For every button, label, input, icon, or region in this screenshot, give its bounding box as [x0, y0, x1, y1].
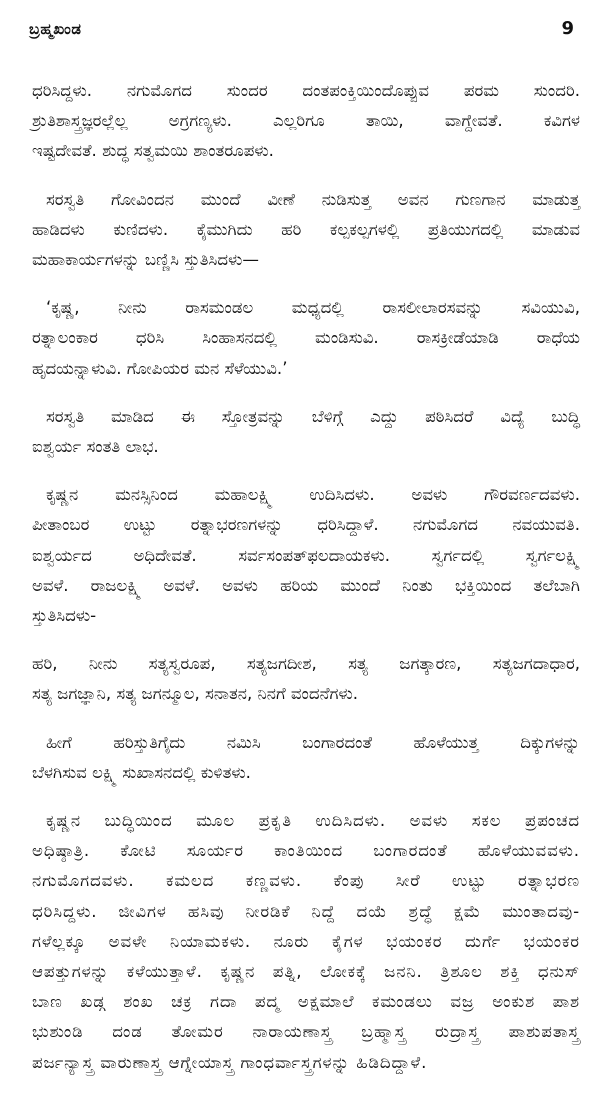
- text-line: ಅಧಿಷ್ಠಾತ್ರಿ. ಕೋಟಿ ಸೂರ್ಯರ ಕಾಂತಿಯಿಂದ ಬಂಗಾರದಂತೆ ಹೊಳೆಯುವವಳು.: [32, 841, 580, 861]
- paragraph: [32, 728, 580, 788]
- text-line: ಹೃದಯನ್ನಾಳುವಿ. ಗೋಪಿಯರ ಮನ ಸೆಳೆಯುವಿ.’: [32, 358, 288, 378]
- text-line: ಸರಸ್ವತಿ ಗೋವಿಂದನ ಮುಂದೆ ವೀಣೆ ನುಡಿಸುತ್ತ ಅವನ ಗುಣಗಾನ ಮಾಡುತ್ತ: [46, 189, 580, 209]
- paragraph: [32, 185, 580, 276]
- text-line: ಅವಳೆ. ರಾಜಲಕ್ಷ್ಮಿ ಅವಳೆ. ಅವಳು ಹರಿಯ ಮುಂದೆ ನಿಂತು ಭಕ್ತಿಯಿಂದ ತಲೆಬಾಗಿ: [32, 575, 580, 595]
- text-line: ಭುಶುಂಡಿ ದಂಡ ತೋಮರ ನಾರಾಯಣಾಸ್ತ್ರ ಬ್ರಹ್ಮಾಸ್ತ್ರ ರುದ್ರಾಸ್ತ್ರ ಪಾಶುಪತಾಸ್ತ್ರ: [32, 1022, 580, 1042]
- running-head: ಬ್ರಹ್ಮಖಂಡ: [29, 20, 82, 38]
- paragraph: [32, 806, 580, 1078]
- text-line: ಸತ್ಯ ಜಗಜ್ಞಾನಿ, ಸತ್ಯ ಜಗನ್ಮೂಲ, ಸನಾತನ, ನಿನಗೆ ವಂದನೆಗಳು.: [32, 684, 359, 704]
- page-header: [29, 20, 574, 48]
- paragraph: [32, 480, 580, 631]
- text-line: ಸರಸ್ವತಿ ಮಾಡಿದ ಈ ಸ್ತೋತ್ರವನ್ನು ಬೆಳಿಗ್ಗೆ ಎದ್ದು ಪಠಿಸಿದರೆ ವಿದ್ಯೆ ಬುದ್ಧಿ: [46, 406, 580, 426]
- text-line: ರತ್ನಾಲಂಕಾರ ಧರಿಸಿ ಸಿಂಹಾಸನದಲ್ಲಿ ಮಂಡಿಸುವಿ. ರಾಸಕ್ರೀಡೆಯಾಡಿ ರಾಧೆಯ: [32, 328, 580, 348]
- text-line: ಐಶ್ವರ್ಯದ ಅಧಿದೇವತೆ. ಸರ್ವಸಂಪತ್‌ಫಲದಾಯಕಳು. ಸ್ವರ್ಗದಲ್ಲಿ ಸ್ವರ್ಗಲಕ್ಷ್ಮಿ: [32, 545, 580, 565]
- text-line: ಶ್ರುತಿಶಾಸ್ತ್ರಜ್ಞರಲ್ಲೆಲ್ಲ ಅಗ್ರಗಣ್ಯಳು. ಎಲ್ಲರಿಗೂ ತಾಯಿ, ವಾಗ್ದೇವತೆ. ಕವಿಗಳ: [32, 111, 580, 131]
- paragraph: [32, 649, 580, 709]
- paragraph: [32, 402, 580, 462]
- text-line: ಇಷ್ಟದೇವತೆ. ಶುದ್ಧ ಸತ್ವಮಯಿ ಶಾಂತರೂಪಳು.: [32, 141, 274, 161]
- text-line: ಆಪತ್ತುಗಳನ್ನು ಕಳೆಯುತ್ತಾಳೆ. ಕೃಷ್ಣನ ಪತ್ನಿ, ಲೋಕಕ್ಕೆ ಜನನಿ. ತ್ರಿಶೂಲ ಶಕ್ತಿ ಧನುಸ್: [32, 962, 580, 982]
- text-line: ಹೀಗೆ ಹರಿಸ್ತುತಿಗೈದು ನಮಿಸಿ ಬಂಗಾರದಂತೆ ಹೊಳೆಯುತ್ತ ದಿಕ್ಕುಗಳನ್ನು: [46, 732, 580, 752]
- text-line: ಹಾಡಿದಳು ಕುಣಿದಳು. ಕೈಮುಗಿದು ಹರಿ ಕಲ್ಪಕಲ್ಪಗಳಲ್ಲಿ ಪ್ರತಿಯುಗದಲ್ಲಿ ಮಾಡುವ: [32, 219, 580, 239]
- text-line: ನಗುಮೊಗದವಳು. ಕಮಲದ ಕಣ್ಣವಳು. ಕೆಂಪು ಸೀರೆ ಉಟ್ಟು ರತ್ನಾಭರಣ: [32, 871, 580, 891]
- text-line: ಧರಿಸಿದ್ದಳು. ಜೀವಿಗಳ ಹಸಿವು ನೀರಡಿಕೆ ನಿದ್ದೆ ದಯೆ ಶ್ರದ್ಧೆ ಕ್ಷಮೆ ಮುಂತಾದವು-: [32, 901, 580, 921]
- text-line: ಧರಿಸಿದ್ದಳು. ನಗುಮೊಗದ ಸುಂದರ ದಂತಪಂಕ್ತಿಯಿಂದೊಪ್ಪುವ ಪರಮ ಸುಂದರಿ.: [32, 81, 580, 100]
- text-line: ಪೀತಾಂಬರ ಉಟ್ಟು ರತ್ನಾಭರಣಗಳನ್ನು ಧರಿಸಿದ್ದಾಳೆ. ನಗುಮೊಗದ ನವಯುವತಿ.: [32, 515, 580, 535]
- text-line: ಹರಿ, ನೀನು ಸತ್ಯಸ್ವರೂಪ, ಸತ್ಯಜಗದೀಶ, ಸತ್ಯ ಜಗತ್ಕಾರಣ, ಸತ್ಯಜಗದಾಧಾರ,: [32, 654, 580, 674]
- text-line: ಸ್ತುತಿಸಿದಳು-: [32, 606, 97, 626]
- text-line: ಬೆಳಗಿಸುವ ಲಕ್ಷ್ಮಿ ಸುಖಾಸನದಲ್ಲಿ ಕುಳಿತಳು.: [32, 762, 251, 782]
- text-line: ಪರ್ಜನ್ಯಾಸ್ತ್ರ ವಾರುಣಾಸ್ತ್ರ ಆಗ್ನೇಯಾಸ್ತ್ರ ಗಾಂಧರ್ವಾಸ್ತ್ರಗಳನ್ನು ಹಿಡಿದಿದ್ದಾಳೆ.: [32, 1052, 428, 1072]
- page-number: 9: [561, 18, 574, 39]
- text-line: ಐಶ್ವರ್ಯ ಸಂತತಿ ಲಾಭ.: [32, 437, 159, 457]
- paragraph: [32, 293, 580, 384]
- text-line: ಬಾಣ ಖಡ್ಗ ಶಂಖ ಚಕ್ರ ಗದಾ ಪದ್ಮ ಅಕ್ಷಮಾಲೆ ಕಮಂಡಲು ವಜ್ರ ಅಂಕುಶ ಪಾಶ: [32, 992, 580, 1012]
- text-line: ಕೃಷ್ಣನ ಮನಸ್ಸಿನಿಂದ ಮಹಾಲಕ್ಷ್ಮಿ ಉದಿಸಿದಳು. ಅವಳು ಗೌರವರ್ಣದವಳು.: [46, 485, 580, 505]
- page-body: [32, 76, 580, 1096]
- text-line: ಮಹಾಕಾರ್ಯಗಳನ್ನು ಬಣ್ಣಿಸಿ ಸ್ತುತಿಸಿದಳು—: [32, 250, 259, 270]
- text-line: ‘ಕೃಷ್ಣ, ನೀನು ರಾಸಮಂಡಲ ಮಧ್ಯದಲ್ಲಿ ರಾಸಲೀಲಾರಸವನ್ನು ಸವಿಯುವಿ,: [46, 298, 580, 318]
- text-line: ಗಳೆಲ್ಲಕ್ಕೂ ಅವಳೇ ನಿಯಾಮಕಳು. ನೂರು ಕೈಗಳ ಭಯಂಕರ ದುರ್ಗೆ ಭಯಂಕರ: [32, 931, 580, 951]
- paragraph: [32, 76, 580, 167]
- text-line: ಕೃಷ್ಣನ ಬುದ್ಧಿಯಿಂದ ಮೂಲ ಪ್ರಕೃತಿ ಉದಿಸಿದಳು. ಅವಳು ಸಕಲ ಪ್ರಪಂಚದ: [46, 811, 580, 831]
